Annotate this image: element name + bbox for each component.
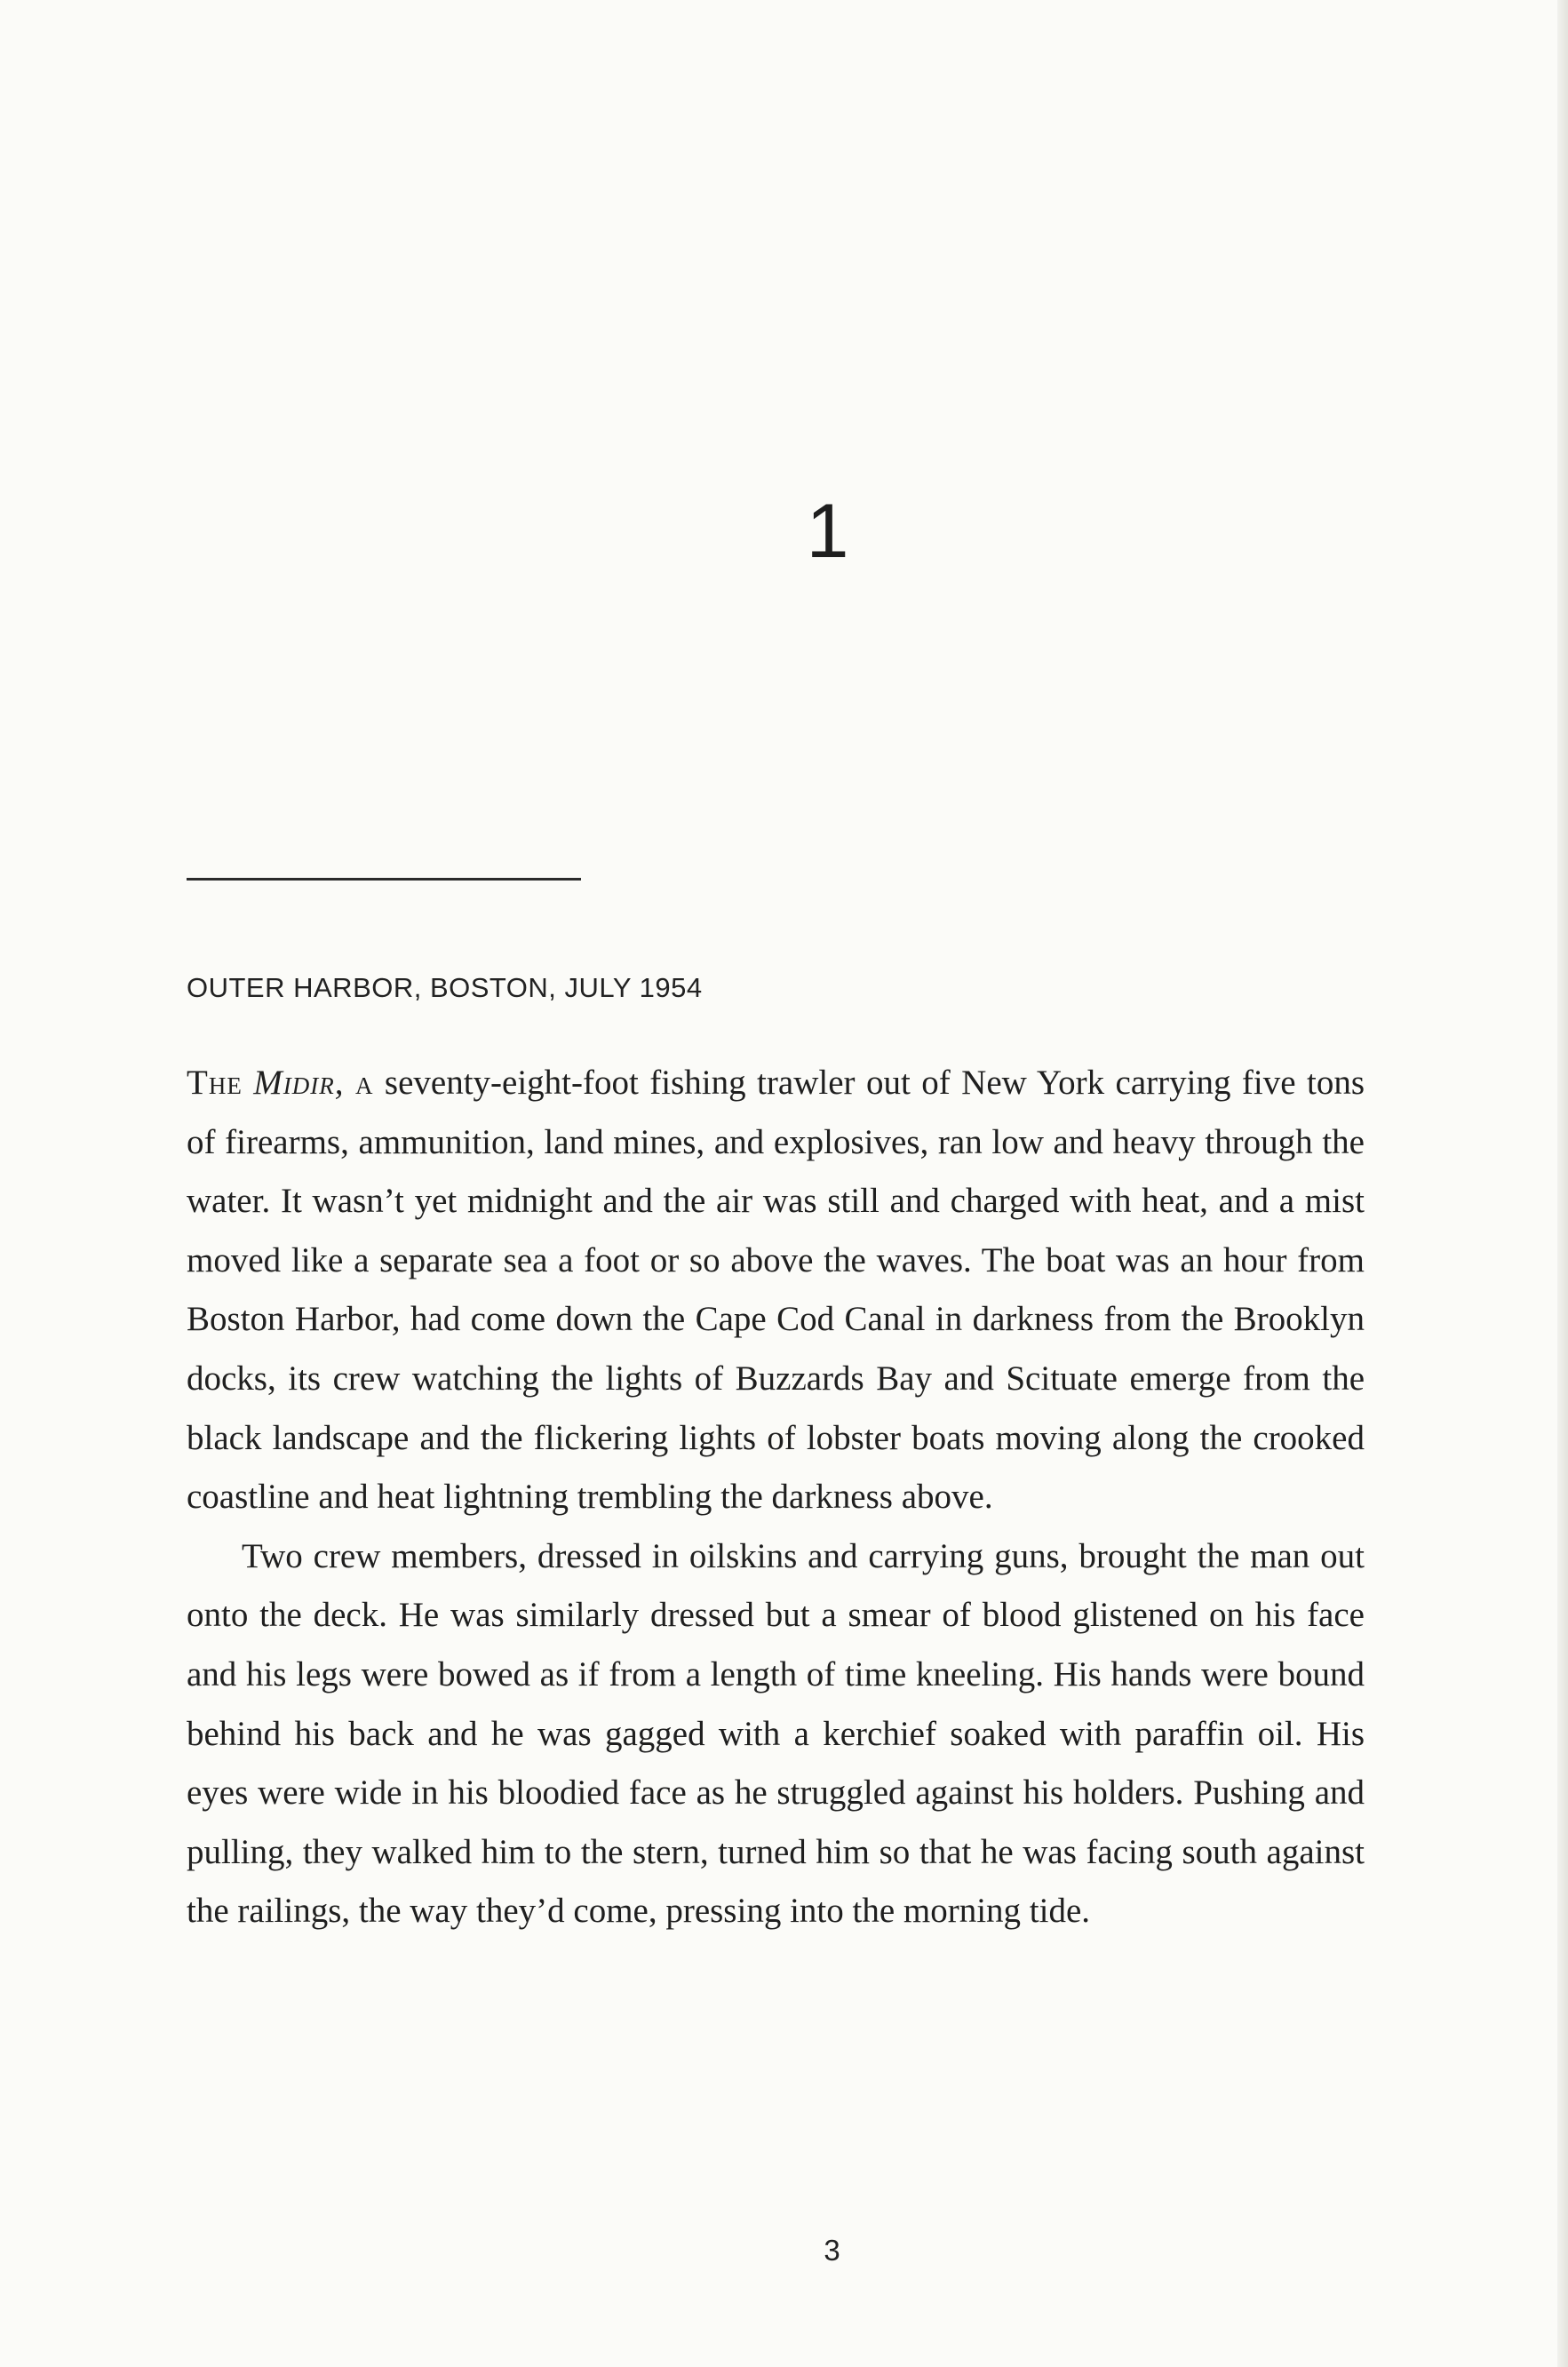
paragraph-1-text: seventy-eight-foot fishing trawler out of New York carrying five tons of firearms, ammunition, land mines, and explosives, ran low and heavy through the water. It wasn’t yet midnight and the air was still and charged with heat, and a mist moved like a separate sea a foot or so above the waves. The boat was an hour from Boston Harbor, had come down the Cape Cod Canal in darkness from the Brooklyn docks, its crew watching the lights of Buzzards Bay and Scituate emerge from the black landscape and the flickering lights of lobster boats moving along the crooked coastline and heat lightning trembling the darkness above. <box>187 1064 1365 1517</box>
page-number: 3 <box>824 2234 840 2267</box>
page-edge <box>1557 0 1568 2367</box>
body-text <box>187 1054 1365 1941</box>
dateline: OUTER HARBOR, BOSTON, JULY 1954 <box>187 972 703 1003</box>
ship-name: Midir, <box>253 1064 345 1102</box>
chapter-rule <box>187 878 581 881</box>
chapter-number: 1 <box>806 489 849 574</box>
paragraph-2: Two crew members, dressed in oilskins and carrying guns, brought the man out onto the deck. He was similarly dressed but a smear of blood glistened on his face and his legs were bowed as if from a length of time kneeling. His hands were bound behind his back and he was gagged with a kerchief soaked with paraffin oil. His eyes were wide in his bloodied face as he struggled against his holders. Pushing and pulling, they walked him to the stern, turned him so that he was facing south against the railings, the way they’d come, pressing into the morning tide. <box>187 1536 1365 1931</box>
lead-word: The <box>187 1064 243 1102</box>
lead-article: a <box>354 1064 374 1102</box>
paragraph-1 <box>187 1054 1365 1527</box>
